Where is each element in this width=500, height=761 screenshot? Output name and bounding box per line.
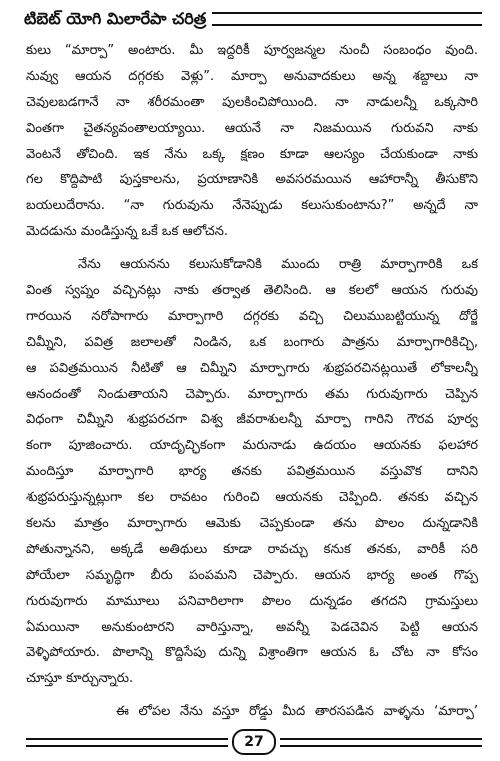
text-line: ఆ పవిత్రమయిన నీటితో ఆ చిమ్నీని మార్పాగారు శుభ్రపరచినట్లయితే లోకాలన్నీ [26, 360, 478, 376]
text-line: చూస్తూ కూర్చున్నారు. [26, 671, 134, 687]
text-line: కులు “మార్పా” అంటారు. మీ ఇద్దరికీ పూర్వజన్మల నుంచీ సంబంధం వుంది. [26, 43, 478, 58]
text-line: గల కొద్దిపాటి పుస్తకాలను, ప్రయాణానికి అవసరమయిన ఆహారాన్నీ తీసుకొని [26, 172, 478, 188]
text-line: కంగా పూజించారు. యాదృచ్ఛికంగా మరునాడు ఉదయం ఆయనకు ఫలహార [26, 438, 478, 454]
text-line: నేను ఆయనను కలుసుకోడానికి ముందు రాత్రి మార్పాగారికి ఒక [78, 257, 478, 273]
text-line: పోతున్నానని, అక్కడే అతిథులు కూడా రావచ్చు కనుక తనకు, వారికీ సరి [26, 541, 478, 557]
paragraph-1 [26, 38, 478, 245]
text-line: బయలుదేరాను. “నా గురువును నేనెప్పుడు కలుసుకుంటాను?” అన్నదే నా [26, 198, 478, 214]
text-line: నువ్వు ఆయన దగ్గరకు వెళ్లు”. మార్పా అనువాదకులు అన్న శబ్దాలు నా [26, 68, 478, 84]
text-line: శుభ్రపరుస్తున్నట్లుగా కల రావటం గురించి ఆయనకు చెప్పింది. తనకు వచ్చిన [26, 490, 478, 506]
text-line: మెదడును మండిస్తున్న ఒకే ఒక ఆలోచన. [26, 224, 228, 240]
page-footer [26, 730, 482, 754]
text-line: వెంటనే తోచింది. ఇక నేను ఒక్క క్షణం కూడా ఆలస్యం చేయకుండా నాకు [26, 146, 478, 162]
text-line: వింత స్వప్నం వచ్చినట్లు నాకు తర్వాత తెలిసింది. ఆ కలలో ఆయన గురువు [26, 283, 478, 299]
text-line: ఆనందంతో నిండుతాయని చెప్పారు. మార్పాగారు తమ గురువుగారు చెప్పిన [26, 386, 478, 402]
footer-rule-right [280, 738, 482, 747]
paragraph-3 [26, 699, 478, 725]
page-number: 27 [232, 729, 276, 755]
text-line: చెవులబడగానే నా శరీరమంతా పులకించిపోయింది. నా నాడులన్నీ ఒక్కసారి [26, 94, 478, 110]
text-line: వెళ్ళిపోయారు. పొలాన్ని కొద్దిసేపు దున్ని విశ్రాంతిగా ఆయన ఓ చోట నా కోసం [26, 645, 478, 661]
running-header [24, 6, 482, 32]
paragraph-gap [26, 245, 478, 252]
text-line: పోయేలా సమృద్ధిగా బీరు పంపమని చెప్పారు. ఆయన భార్య అంత గొప్ప [26, 567, 478, 583]
text-line: వింతగా చైతన్యవంతాలయ్యాయి. ఆయనే నా నిజమయిన గురువని నాకు [26, 120, 478, 136]
text-line: ఈ లోపల నేను వస్తూ రోడ్డు మీద తారసపడిన వాళ్ళను ‘మార్పా’ [116, 704, 478, 720]
text-line: ఏమయినా అనుకుంటారని వారిస్తున్నా, అవన్నీ పెడచెవిన పెట్టి ఆయన [26, 619, 478, 635]
text-line: చిమ్నీని, పవిత్ర జలాలతో నిండిన, ఒక బంగారు పాత్రను మార్పాగారికిచ్చి, [26, 334, 478, 350]
page-body [26, 38, 478, 725]
text-line: గారయిన నరోపాగారు మార్పాగారి దగ్గరకు వచ్చి చిలుముబట్టియున్న దోర్జే [26, 308, 478, 324]
text-line: మందిస్తూ మార్పాగారి భార్య తనకు పవిత్రమయిన వస్తువొక దానిని [26, 464, 478, 480]
header-rule [212, 12, 482, 26]
text-line: గురువుగారు మామూలు పనివారిలాగా పొలం దున్నడం తగదని గ్రామస్తులు [26, 593, 478, 609]
book-title: టిబెట్ యోగి మిలారేపా చరిత్ర [24, 9, 207, 28]
text-line: విధంగా చిమ్నీని శుభ్రపరచగా విశ్వ జీవరాశులన్నీ మార్పా గారిని గౌరవ పూర్వ [26, 412, 478, 428]
paragraph-gap [26, 692, 478, 699]
text-line: కలను మాత్రం మార్పాగారు ఆమెకు చెప్పకుండా తను పొలం దున్నడానికి [26, 516, 478, 532]
paragraph-2 [26, 252, 478, 692]
footer-rule-left [26, 738, 228, 747]
